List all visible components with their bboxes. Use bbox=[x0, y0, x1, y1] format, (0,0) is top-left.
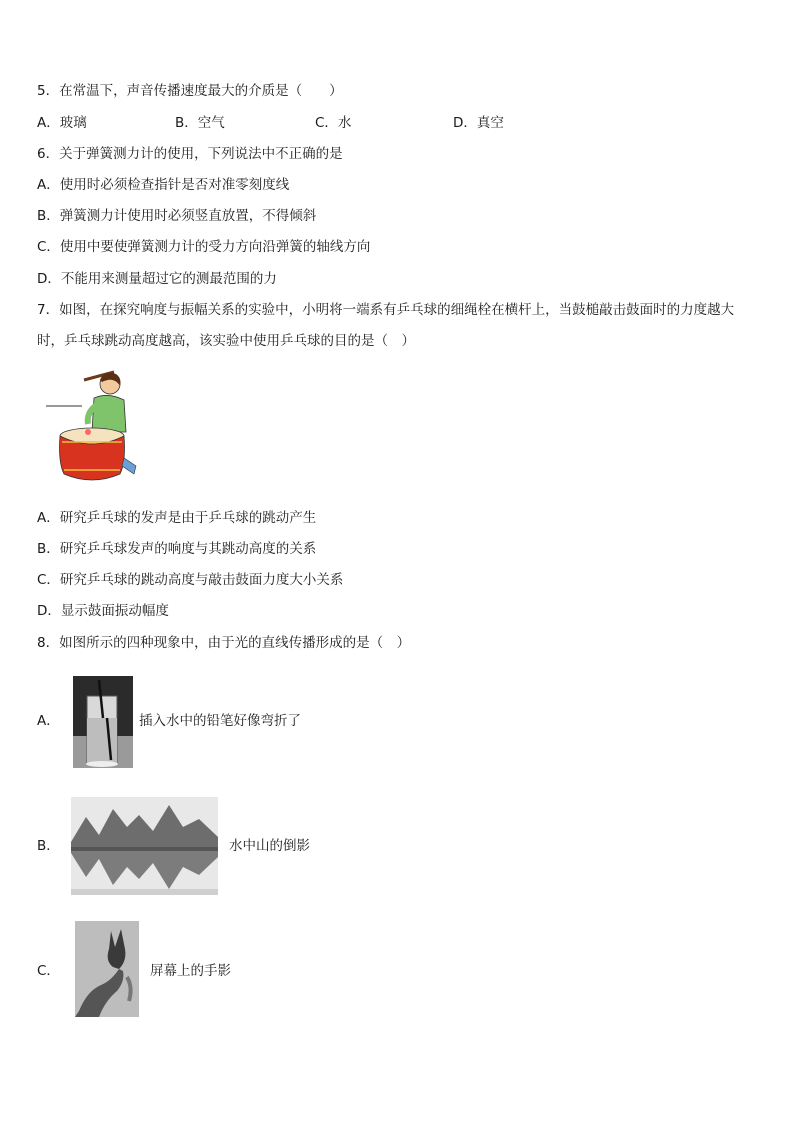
q7-stem-line2: 时，乒乓球跳动高度越高，该实验中使用乒乓球的目的是（ ） bbox=[37, 333, 415, 349]
hand-shadow-photo bbox=[75, 921, 139, 1017]
pencil-in-water-photo bbox=[73, 676, 133, 768]
q6-option-d: D．不能用来测量超过它的测最范围的力 bbox=[37, 271, 277, 287]
mountain-reflection-photo bbox=[71, 797, 218, 895]
q8-option-b-caption: 水中山的倒影 bbox=[229, 838, 310, 854]
q8-option-c-caption: 屏幕上的手影 bbox=[150, 963, 231, 979]
q6-option-a: A．使用时必须检查指针是否对准零刻度线 bbox=[37, 177, 290, 193]
q8-option-c-letter: C． bbox=[37, 963, 60, 979]
q7-option-d: D．显示鼓面振动幅度 bbox=[37, 603, 169, 619]
q8-stem: 8．如图所示的四种现象中，由于光的直线传播形成的是（ ） bbox=[37, 635, 411, 651]
q7-option-a: A．研究乒乓球的发声是由于乒乓球的跳动产生 bbox=[37, 510, 317, 526]
q7-stem-line1: 7．如图，在探究响度与振幅关系的实验中，小明将一端系有乒乓球的细绳栓在横杆上，当鼓槌敲击鼓面时的力度越大 bbox=[37, 302, 735, 318]
q7-option-b: B．研究乒乓球发声的响度与其跳动高度的关系 bbox=[37, 541, 317, 557]
q5-option-c: C．水 bbox=[315, 115, 352, 131]
q8-option-b-letter: B． bbox=[37, 838, 60, 854]
q6-stem: 6．关于弹簧测力计的使用，下列说法中不正确的是 bbox=[37, 146, 343, 162]
q5-option-b: B．空气 bbox=[175, 115, 225, 131]
q5-option-d: D．真空 bbox=[453, 115, 504, 131]
q6-option-b: B．弹簧测力计使用时必须竖直放置，不得倾斜 bbox=[37, 208, 317, 224]
q5-option-a: A．玻璃 bbox=[37, 115, 87, 131]
q5-stem: 5．在常温下，声音传播速度最大的介质是（ ） bbox=[37, 83, 343, 99]
q8-option-a-caption: 插入水中的铅笔好像弯折了 bbox=[139, 713, 301, 729]
drum-experiment-figure bbox=[42, 362, 142, 487]
q7-option-c: C．研究乒乓球的跳动高度与敲击鼓面力度大小关系 bbox=[37, 572, 344, 588]
q6-option-c: C．使用中要使弹簧测力计的受力方向沿弹簧的轴线方向 bbox=[37, 239, 371, 255]
q8-option-a-letter: A． bbox=[37, 713, 60, 729]
